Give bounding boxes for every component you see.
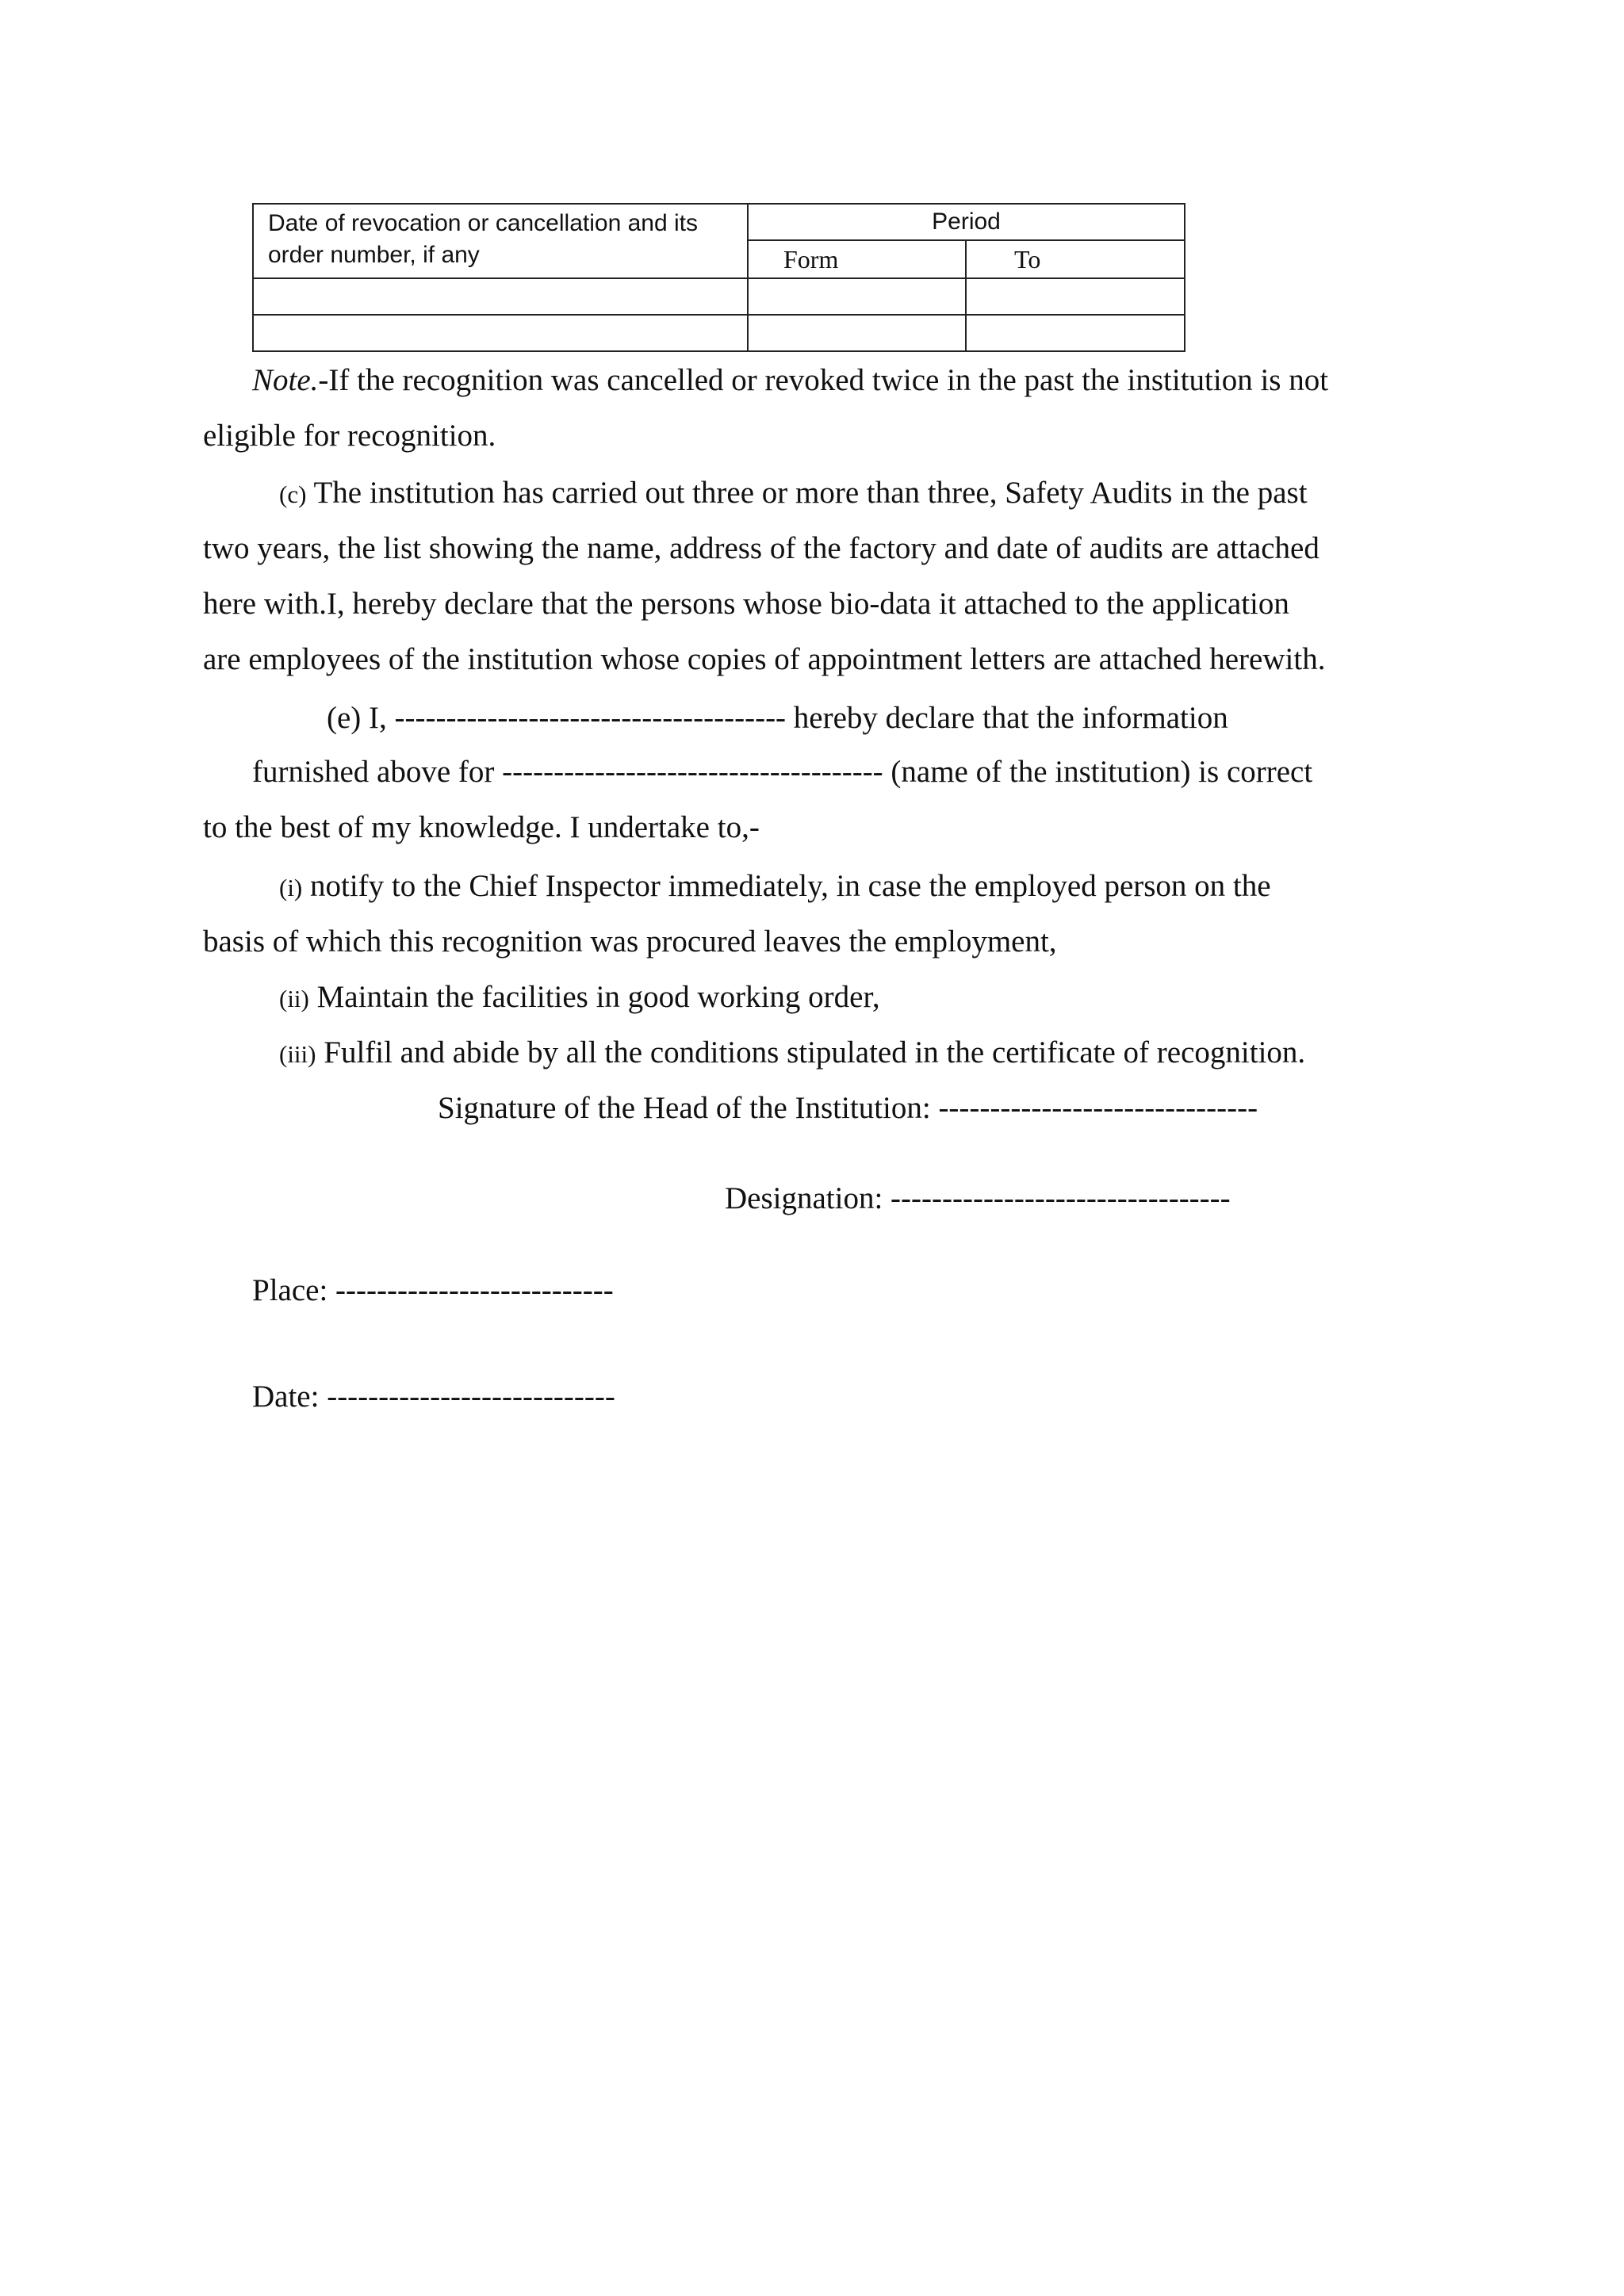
table-header-from: Form	[748, 240, 966, 278]
item-i-line-1	[279, 866, 1271, 909]
table-row	[253, 315, 1185, 351]
item-i-line-2: basis of which this recognition was procured leaves the employment,	[203, 924, 1057, 959]
note-text: -If the recognition was cancelled or revoked twice in the past the institution is not	[318, 363, 1329, 397]
para-c-marker: (c)	[279, 480, 307, 508]
table-header-to: To	[966, 240, 1185, 278]
item-ii-marker: (ii)	[279, 985, 309, 1012]
para-c-line-4: are employees of the institution whose copies of appointment letters are attached herewith.	[203, 642, 1326, 676]
item-ii-text: Maintain the facilities in good working order,	[308, 980, 880, 1014]
para-c-line-1	[279, 473, 1308, 515]
table-row	[253, 278, 1185, 315]
table-cell	[748, 278, 966, 315]
table-cell	[966, 315, 1185, 351]
signature-line: Signature of the Head of the Institution: -------------------------------	[438, 1091, 1258, 1125]
item-i-marker: (i)	[279, 874, 303, 901]
note-label: Note.	[252, 363, 319, 397]
note-line-2: eligible for recognition.	[203, 419, 496, 453]
place-line: Place: ---------------------------	[252, 1273, 614, 1307]
item-iii-marker: (iii)	[279, 1040, 316, 1068]
para-c-line-2: two years, the list showing the name, address of the factory and date of audits are attached	[203, 531, 1320, 565]
item-iii	[279, 1032, 1305, 1075]
para-c-text: The institution has carried out three or more than three, Safety Audits in the past	[306, 476, 1308, 510]
table-header-period: Period	[748, 204, 1185, 240]
table-cell	[966, 278, 1185, 315]
para-e-line-1: (e) I, -------------------------------------- hereby declare that the information	[327, 701, 1228, 735]
note-line-1	[252, 360, 1328, 401]
item-i-text: notify to the Chief Inspector immediately, in case the employed person on the	[302, 869, 1271, 903]
para-e-line-3: to the best of my knowledge. I undertake to,-	[203, 810, 760, 844]
item-ii	[279, 977, 880, 1020]
table-cell	[253, 315, 748, 351]
para-c-line-3: here with.I, hereby declare that the persons whose bio-data it attached to the application	[203, 587, 1289, 621]
designation-line: Designation: ---------------------------------	[725, 1181, 1231, 1215]
para-e-line-2: furnished above for ------------------------------------- (name of the institution) is correct	[252, 755, 1313, 789]
revocation-table	[252, 203, 1185, 352]
table-cell	[748, 315, 966, 351]
table-cell	[253, 278, 748, 315]
table-header-date-order: Date of revocation or cancellation and its order number, if any	[253, 204, 748, 278]
item-iii-text: Fulfil and abide by all the conditions stipulated in the certificate of recognition.	[316, 1035, 1306, 1070]
date-line: Date: ----------------------------	[252, 1380, 615, 1414]
